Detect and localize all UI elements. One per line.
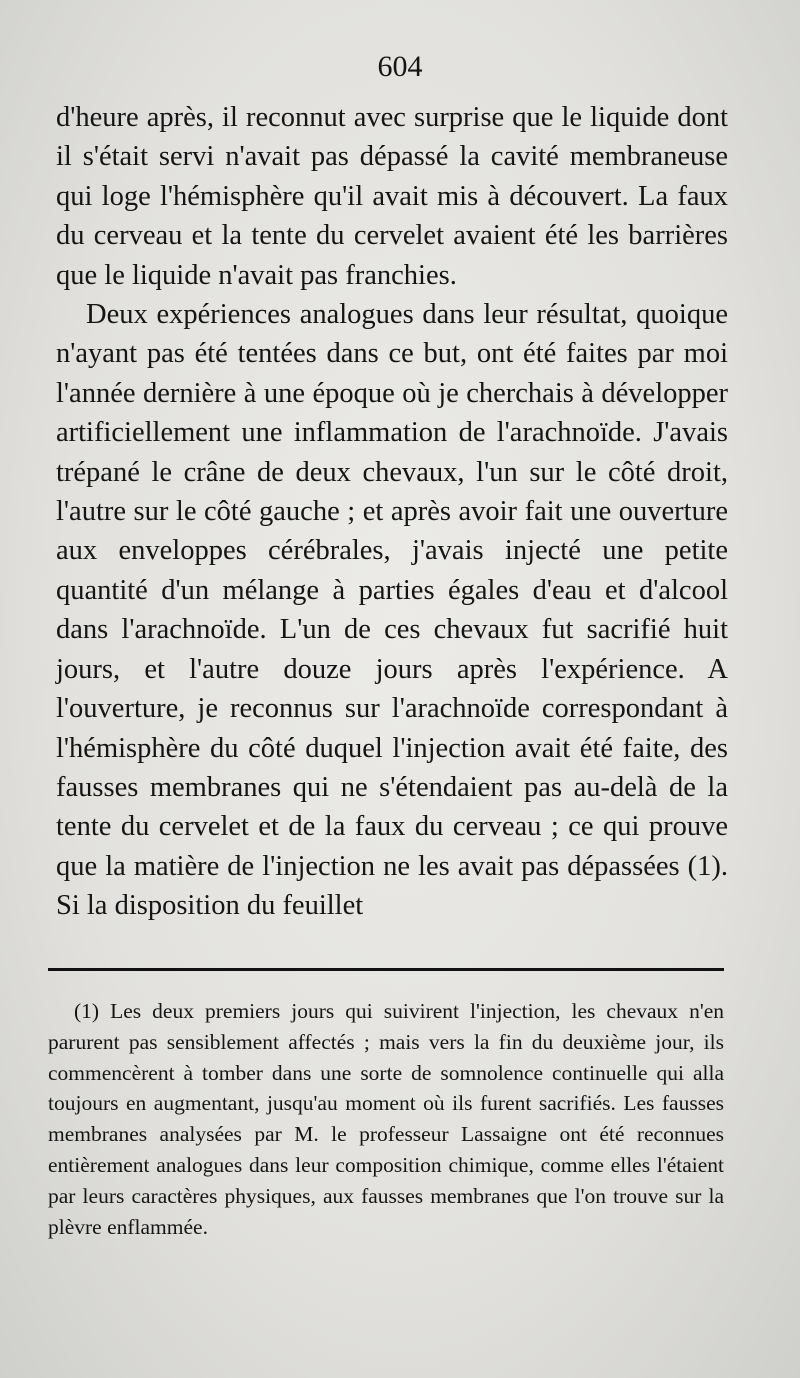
body-text	[56, 98, 728, 926]
footnote-text: (1) Les deux premiers jours qui suivirent l'injection, les chevaux n'en parurent pas sensiblement affectés ; mais vers la fin du deuxième jour, ils commencèrent à tomber dans une sorte de somnolence continuelle qui alla toujours en augmentant, jusqu'au moment où ils furent sacrifiés. Les fausses membranes analysées par M. le professeur Lassaigne ont été reconnues entièrement analogues dans leur composition chimique, comme elles l'étaient par leurs caractères physiques, aux fausses membranes que l'on trouve sur la plèvre enflammée.	[48, 999, 724, 1239]
footnote	[48, 996, 724, 1242]
paragraph-2: Deux expériences analogues dans leur résultat, quoique n'ayant pas été tentées dans ce but, ont été faites par moi l'année dernière à une époque où je cherchais à développer artificiellement une inflammation de l'arachnoïde. J'avais trépané le crâne de deux chevaux, l'un sur le côté droit, l'autre sur le côté gauche ; et après avoir fait une ouverture aux enveloppes cérébrales, j'avais injecté une petite quantité d'un mélange à parties égales d'eau et d'alcool dans l'arachnoïde. L'un de ces chevaux fut sacrifié huit jours, et l'autre douze jours après l'expérience. A l'ouverture, je reconnus sur l'arachnoïde correspondant à l'hémisphère du côté duquel l'injection avait été faite, des fausses membranes qui ne s'étendaient pas au-delà de la tente du cervelet et de la faux du cerveau ; ce qui prouve que la matière de l'injection ne les avait pas dépassées (1). Si la disposition du feuillet	[56, 299, 728, 922]
paragraph-1: d'heure après, il reconnut avec surprise que le liquide dont il s'était servi n'avait pas dépassé la cavité membraneuse qui loge l'hémisphère qu'il avait mis à découvert. La faux du cerveau et la tente du cervelet avaient été les barrières que le liquide n'avait pas franchies.	[56, 102, 728, 291]
page-number: 604	[377, 50, 423, 83]
footnote-divider	[48, 968, 724, 971]
